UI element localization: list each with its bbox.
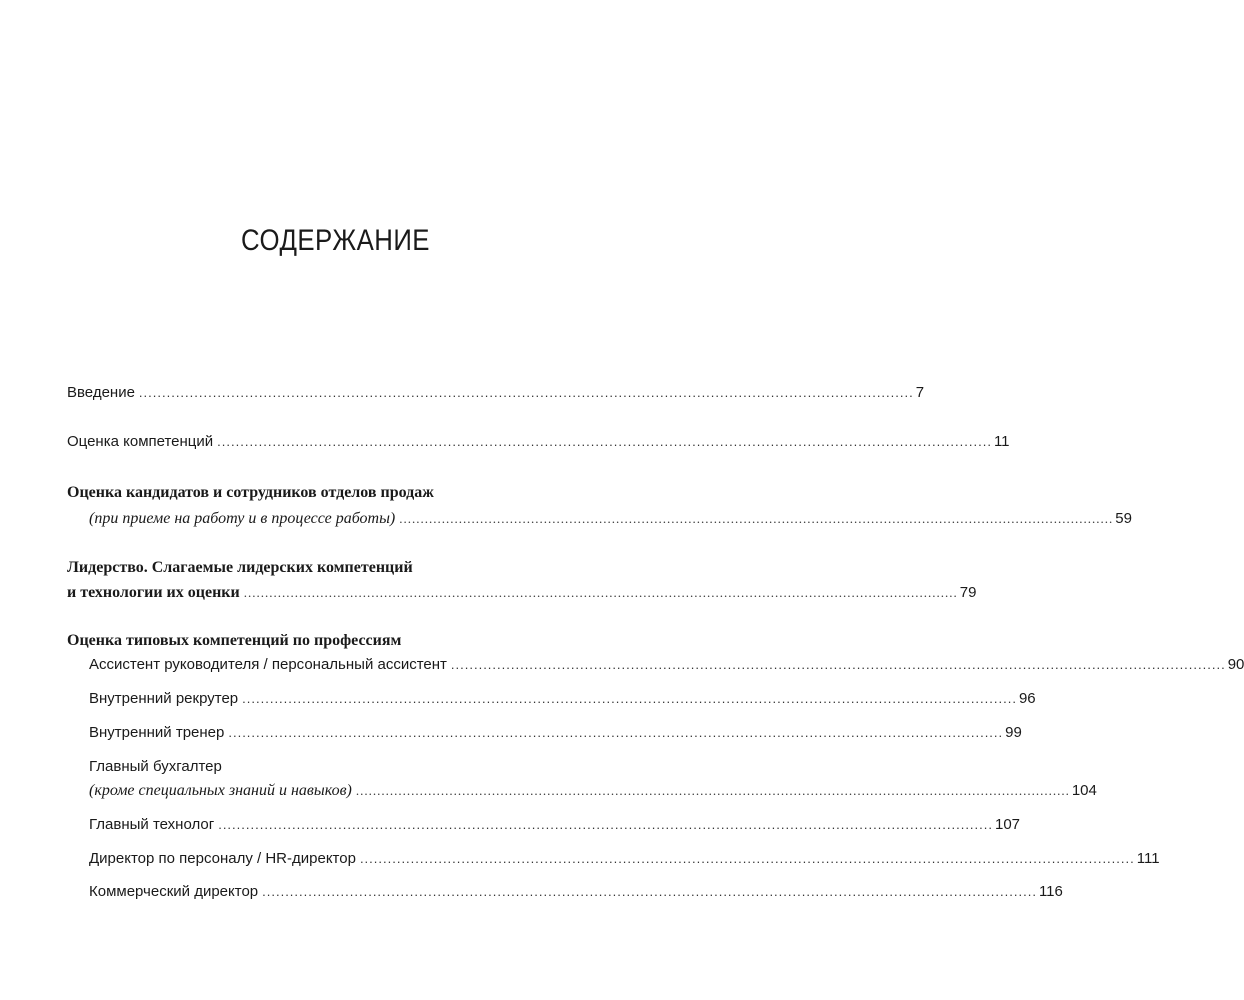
toc-entry: Коммерческий директор ........................................................................................................................................................................ 116 bbox=[89, 881, 579, 903]
toc-entry-title: Директор по персоналу / HR-директор bbox=[89, 850, 356, 867]
toc-entry-title: Оценка компетенций bbox=[67, 433, 214, 450]
toc-entry: Внутренний тренер ........................................................................................................................................................................ 99 bbox=[89, 722, 579, 744]
toc-section-title: Оценка типовых компетенций по профессиям bbox=[67, 632, 402, 649]
toc-entry-title: Оценка кандидатов и сотрудников отделов продаж bbox=[67, 484, 434, 501]
toc-entry: Главный технолог ........................................................................................................................................................................ 107 bbox=[89, 814, 579, 836]
toc-entry-subtitle: и технологии их оценки bbox=[67, 584, 240, 601]
toc-entry-heading bbox=[89, 756, 579, 778]
leader-dots: ........................................................................................................................................................................ bbox=[138, 385, 914, 400]
toc-entry-heading bbox=[67, 557, 579, 579]
leader-dots: ........................................................................................................................................................................ bbox=[262, 884, 1037, 899]
leader-dots: ........................................................................................................................................................................ bbox=[228, 725, 1004, 740]
toc-entry-title: Главный бухгалтер bbox=[89, 758, 222, 775]
toc-entry-title: Лидерство. Слагаемые лидерских компетенций bbox=[67, 559, 413, 576]
leader-dots: ........................................................................................................................................................................ bbox=[359, 851, 1135, 866]
toc-entry: и технологии их оценки ........................................................................................................................................................................ 79 bbox=[67, 582, 579, 604]
toc-entry-subtitle: (при приеме на работу и в процессе работы) bbox=[89, 510, 396, 527]
toc-entry: Оценка компетенций ........................................................................................................................................................................ 11 bbox=[67, 431, 579, 453]
toc-entry: Ассистент руководителя / персональный ассистент ........................................................................................................................................................................ 90 bbox=[89, 654, 579, 676]
toc-entry-title: Внутренний рекрутер bbox=[89, 690, 239, 707]
toc-entry: Введение ........................................................................................................................................................................ 7 bbox=[67, 382, 579, 404]
leader-dots: ........................................................................................................................................................................ bbox=[355, 783, 1070, 798]
toc-entry-title: Коммерческий директор bbox=[89, 883, 259, 900]
leader-dots: ........................................................................................................................................................................ bbox=[243, 585, 958, 600]
toc-entry-heading bbox=[67, 482, 579, 504]
page-title: СОДЕРЖАНИЕ bbox=[241, 224, 430, 257]
toc-entry-title: Введение bbox=[67, 384, 135, 401]
leader-dots: ........................................................................................................................................................................ bbox=[399, 511, 1114, 526]
toc-entry-title: Главный технолог bbox=[89, 816, 215, 833]
toc-section-heading bbox=[67, 630, 579, 652]
toc-entry: (кроме специальных знаний и навыков) ........................................................................................................................................................................ 104 bbox=[89, 780, 579, 802]
toc-entry-subtitle: (кроме специальных знаний и навыков) bbox=[89, 782, 352, 799]
leader-dots: ........................................................................................................................................................................ bbox=[217, 434, 992, 449]
leader-dots: ........................................................................................................................................................................ bbox=[242, 691, 1017, 706]
leader-dots: ........................................................................................................................................................................ bbox=[218, 817, 993, 832]
leader-dots: ........................................................................................................................................................................ bbox=[450, 657, 1226, 672]
toc-entry: Внутренний рекрутер ........................................................................................................................................................................ 96 bbox=[89, 688, 579, 710]
toc-entry-title: Ассистент руководителя / персональный ассистент bbox=[89, 656, 447, 673]
toc-entry-title: Внутренний тренер bbox=[89, 724, 225, 741]
toc-entry: (при приеме на работу и в процессе работы) ........................................................................................................................................................................ 59 bbox=[89, 508, 579, 530]
toc-entry: Директор по персоналу / HR-директор ........................................................................................................................................................................ 111 bbox=[89, 848, 579, 870]
